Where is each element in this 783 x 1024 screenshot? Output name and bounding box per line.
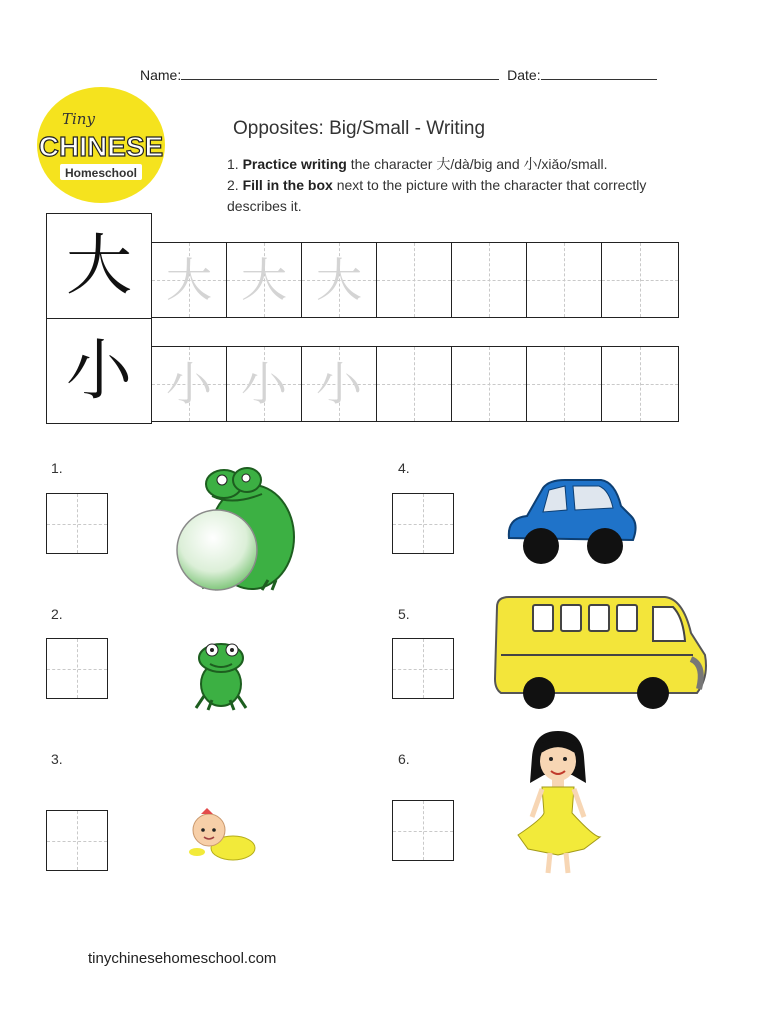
practice-cell[interactable] [451,346,527,422]
answer-box-6[interactable] [392,800,454,861]
practice-cell[interactable]: 大 [151,242,227,318]
baby-image [187,800,259,864]
logo-tiny: Tiny [62,110,95,128]
practice-cell[interactable]: 大 [226,242,302,318]
page-title: Opposites: Big/Small - Writing [233,118,486,139]
instructions [227,154,697,217]
practice-cell[interactable] [451,242,527,318]
exercise-number: 6. [398,751,410,767]
instruction-1: 1. Practice writing the character 大/dà/big and 小/xiǎo/small. [227,156,608,172]
date-field[interactable] [541,66,657,80]
big-frog-image [172,462,300,596]
practice-row-big [151,242,679,318]
answer-box-4[interactable] [392,493,454,554]
practice-cell[interactable] [376,242,452,318]
practice-cell[interactable] [601,242,679,318]
practice-cell[interactable]: 小 [301,346,377,422]
exercise-number: 4. [398,460,410,476]
exercise-number: 2. [51,606,63,622]
date-label: Date: [507,67,541,83]
instruction-2: 2. Fill in the box next to the picture with the character that correctly describes it. [227,177,647,214]
name-label: Name: [140,67,182,83]
logo-homeschool: Homeschool [64,166,138,180]
practice-cell[interactable] [376,346,452,422]
practice-cell[interactable] [601,346,679,422]
logo [36,86,166,204]
answer-box-1[interactable] [46,493,108,554]
exercise-number: 5. [398,606,410,622]
answer-box-3[interactable] [46,810,108,871]
answer-box-2[interactable] [46,638,108,699]
name-date-line [140,66,657,83]
school-bus-image [493,593,710,715]
answer-box-5[interactable] [392,638,454,699]
girl-image [514,727,602,877]
practice-row-small [151,346,679,422]
practice-cell[interactable] [526,346,602,422]
logo-chinese: CHINESE [38,131,164,162]
model-character-big: 大 [46,213,152,319]
exercise-number: 1. [51,460,63,476]
practice-cell[interactable]: 小 [151,346,227,422]
name-field[interactable] [181,66,499,80]
small-car-image [505,476,643,568]
model-character-small: 小 [46,318,152,424]
exercise-number: 3. [51,751,63,767]
footer-url[interactable]: tinychinesehomeschool.com [88,950,277,967]
practice-cell[interactable]: 小 [226,346,302,422]
small-frog-image [190,636,252,712]
practice-cell[interactable] [526,242,602,318]
practice-cell[interactable]: 大 [301,242,377,318]
